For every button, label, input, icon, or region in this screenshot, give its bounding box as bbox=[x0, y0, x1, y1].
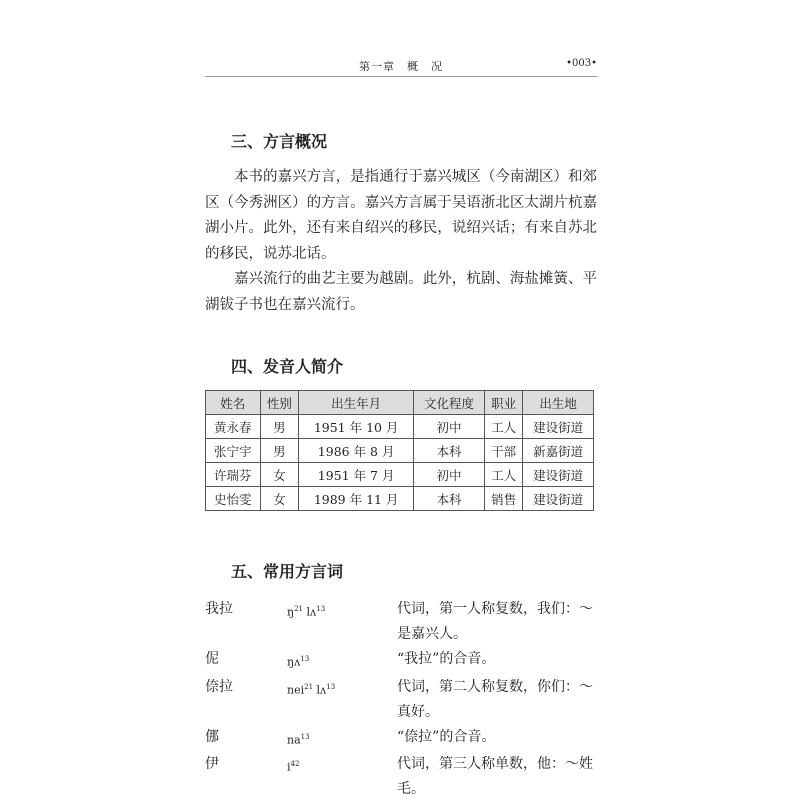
table-cell: 工人 bbox=[484, 415, 523, 439]
table-body bbox=[206, 415, 594, 511]
syllable: i bbox=[287, 760, 291, 774]
section-5-title: 五、常用方言词 bbox=[231, 562, 344, 581]
table-cell: 张宁宇 bbox=[206, 439, 261, 463]
page-body bbox=[205, 56, 597, 802]
entry-definition: 代词，第二人称复数，你们：～真好。 bbox=[397, 678, 593, 720]
table-cell: 1989 年 11 月 bbox=[299, 487, 414, 511]
entry-word: 㑚 bbox=[205, 728, 219, 745]
tone: 21 bbox=[294, 605, 304, 613]
table-cell: 史怡雯 bbox=[206, 487, 261, 511]
section-3-body bbox=[205, 165, 597, 318]
table-header-row bbox=[206, 391, 594, 415]
entry-definition: “倷拉”的合音。 bbox=[397, 728, 496, 745]
entry-definition: 代词，第一人称复数，我们：～是嘉兴人。 bbox=[397, 601, 593, 642]
entry-pronunciation bbox=[287, 647, 397, 675]
column-header: 文化程度 bbox=[414, 391, 485, 415]
word-list bbox=[205, 597, 597, 802]
entry-pronunciation bbox=[287, 597, 397, 647]
entry-word: 伲 bbox=[205, 651, 219, 667]
tone: 13 bbox=[316, 605, 326, 613]
column-header: 姓名 bbox=[206, 391, 261, 415]
column-header: 出生年月 bbox=[299, 391, 414, 415]
tone: 21 bbox=[304, 682, 314, 691]
table-row bbox=[206, 463, 594, 487]
column-header: 职业 bbox=[484, 391, 523, 415]
table-cell: 本科 bbox=[414, 439, 485, 463]
table-cell: 黄永春 bbox=[206, 415, 261, 439]
syllable: na bbox=[287, 733, 301, 747]
table-cell: 初中 bbox=[414, 463, 485, 487]
entry-pronunciation bbox=[287, 675, 397, 725]
syllable: ŋʌ bbox=[287, 655, 301, 669]
table-cell: 女 bbox=[260, 487, 299, 511]
table-cell: 本科 bbox=[414, 487, 485, 511]
syllable: nei bbox=[287, 683, 305, 697]
table-cell: 干部 bbox=[484, 439, 523, 463]
table-row bbox=[206, 439, 594, 463]
entry-word: 我拉 bbox=[205, 601, 233, 617]
table-cell: 建设街道 bbox=[523, 463, 594, 487]
section-3-title: 三、方言概况 bbox=[231, 132, 328, 151]
syllable: lʌ bbox=[313, 683, 327, 697]
table-row bbox=[206, 415, 594, 439]
syllable: ŋ bbox=[287, 605, 295, 619]
entry-pronunciation bbox=[287, 725, 397, 753]
entry-pronunciation bbox=[287, 752, 397, 802]
table-cell: 女 bbox=[260, 463, 299, 487]
entry-definition: 代词，第三人称单数，他：～姓毛。 bbox=[397, 756, 593, 798]
chapter-title: 第一章 概 况 bbox=[359, 60, 443, 73]
tone: 13 bbox=[300, 732, 310, 741]
tone: 13 bbox=[300, 655, 310, 663]
table-cell: 男 bbox=[260, 439, 299, 463]
paragraph: 本书的嘉兴方言，是指通行于嘉兴城区（今南湖区）和郊区（今秀洲区）的方言。嘉兴方言属于吴语浙北区太湖片杭嘉湖小片。此外，还有来自绍兴的移民，说绍兴话；有来自苏北的移民，说苏北话。 bbox=[205, 169, 597, 262]
table-cell: 1951 年 7 月 bbox=[299, 463, 414, 487]
table-cell: 许瑞芬 bbox=[206, 463, 261, 487]
table-cell: 1951 年 10 月 bbox=[299, 415, 414, 439]
section-4-title: 四、发音人简介 bbox=[231, 357, 344, 376]
entry-word: 伊 bbox=[205, 756, 219, 773]
syllable: lʌ bbox=[303, 605, 317, 619]
table-row bbox=[206, 487, 594, 511]
table-cell: 销售 bbox=[484, 487, 523, 511]
table-cell: 建设街道 bbox=[523, 487, 594, 511]
tone: 13 bbox=[326, 682, 336, 691]
entry-word: 倷拉 bbox=[205, 678, 233, 695]
speaker-table bbox=[205, 390, 594, 511]
header-rule bbox=[205, 76, 597, 77]
table-cell: 新嘉街道 bbox=[523, 439, 594, 463]
running-header bbox=[205, 56, 597, 76]
table-cell: 男 bbox=[260, 415, 299, 439]
entry-definition: “我拉”的合音。 bbox=[397, 651, 496, 667]
table-cell: 工人 bbox=[484, 463, 523, 487]
tone: 42 bbox=[290, 760, 300, 769]
column-header: 出生地 bbox=[523, 391, 594, 415]
column-header: 性别 bbox=[260, 391, 299, 415]
table-cell: 建设街道 bbox=[523, 415, 594, 439]
paragraph: 嘉兴流行的曲艺主要为越剧。此外，杭剧、海盐摊簧、平湖钹子书也在嘉兴流行。 bbox=[205, 271, 597, 313]
table-cell: 初中 bbox=[414, 415, 485, 439]
page-number: •003• bbox=[566, 58, 597, 69]
table-cell: 1986 年 8 月 bbox=[299, 439, 414, 463]
